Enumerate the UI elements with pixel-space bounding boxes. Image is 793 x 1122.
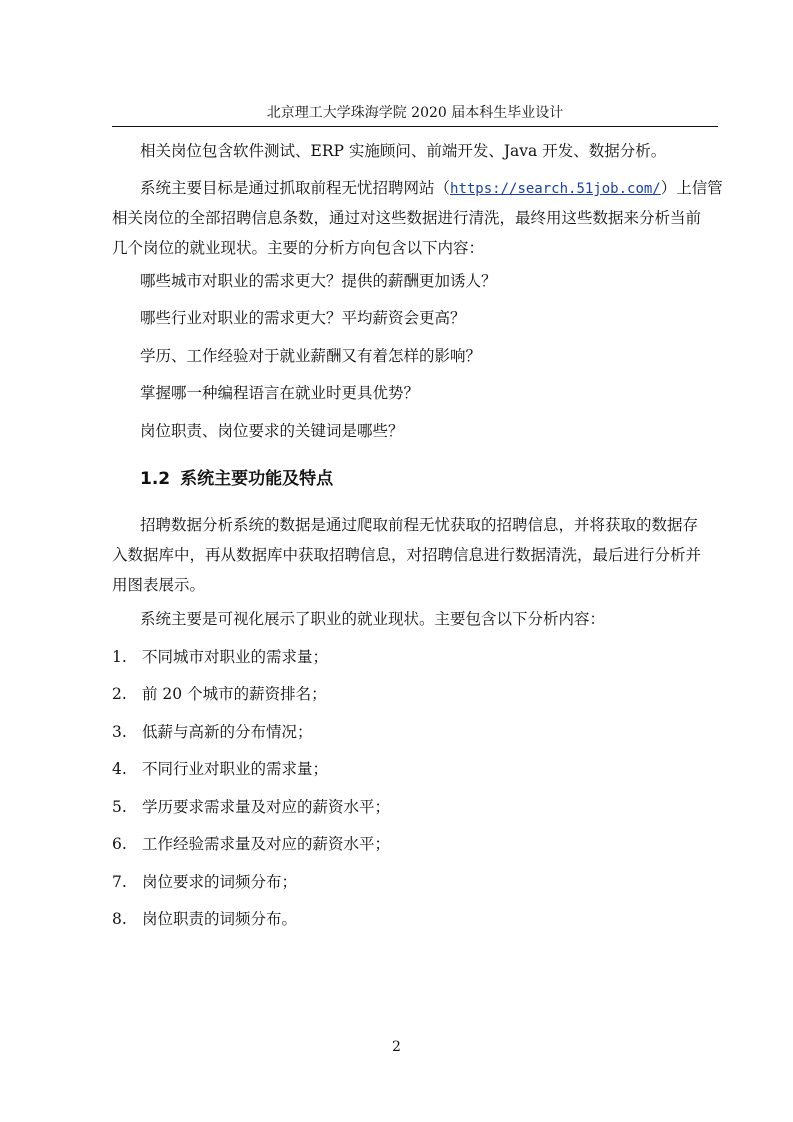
list-number: 4.: [112, 760, 127, 778]
list-number: 3.: [112, 723, 127, 741]
paragraph-text: ）上信管: [660, 179, 723, 197]
list-item: [112, 759, 328, 779]
paragraph-line: 系统主要是可视化展示了职业的就业现状。主要包含以下分析内容：: [140, 610, 606, 628]
list-number: 5.: [112, 798, 127, 816]
section-title: 系统主要功能及特点: [180, 469, 334, 489]
list-number: 7.: [112, 873, 127, 891]
paragraph-line: 用图表展示。: [112, 576, 206, 594]
list-number: 2.: [112, 685, 127, 703]
paragraph-line: 入数据库中，再从数据库中获取招聘信息，对招聘信息进行数据清洗，最后进行分析并: [112, 546, 702, 564]
list-text: 岗位要求的词频分布；: [142, 873, 298, 891]
paragraph-line: 招聘数据分析系统的数据是通过爬取前程无忧获取的招聘信息，并将获取的数据存: [140, 516, 699, 534]
list-text: 学历要求需求量及对应的薪资水平；: [142, 798, 391, 816]
list-text: 低薪与高新的分布情况；: [142, 723, 313, 741]
list-text: 前 20 个城市的薪资排名；: [142, 685, 327, 703]
website-link[interactable]: https://search.51job.com/: [450, 181, 661, 197]
paragraph-line: 相关岗位的全部招聘信息条数，通过对这些数据进行清洗，最终用这些数据来分析当前: [112, 209, 702, 227]
list-number: 1.: [112, 648, 127, 666]
page-header: 北京理工大学珠海学院 2020 届本科生毕业设计: [266, 105, 564, 121]
list-text: 不同行业对职业的需求量；: [142, 760, 329, 778]
list-text: 工作经验需求量及对应的薪资水平；: [142, 835, 391, 853]
question-line: 掌握哪一种编程语言在就业时更具优势？: [140, 384, 420, 402]
paragraph-line: 相关岗位包含软件测试、ERP 实施顾问、前端开发、Java 开发、数据分析。: [140, 142, 667, 160]
paragraph-line: 几个岗位的就业现状。主要的分析方向包含以下内容：: [112, 239, 485, 257]
section-heading: [140, 468, 333, 490]
question-line: 岗位职责、岗位要求的关键词是哪些？: [140, 422, 404, 440]
list-item: [112, 684, 327, 704]
list-item: [112, 872, 297, 892]
list-item: [112, 909, 297, 929]
list-item: [112, 834, 390, 854]
list-item: [112, 647, 328, 667]
list-number: 8.: [112, 910, 127, 928]
header-divider: [112, 126, 718, 127]
paragraph-text: 系统主要目标是通过抓取前程无忧招聘网站（: [140, 179, 451, 197]
question-line: 哪些行业对职业的需求更大？平均薪资会更高？: [140, 309, 466, 327]
question-line: 学历、工作经验对于就业薪酬又有着怎样的影响？: [140, 347, 482, 365]
section-number: 1.2: [140, 469, 171, 489]
list-item: [112, 722, 313, 742]
list-text: 不同城市对职业的需求量；: [142, 648, 329, 666]
page-number: 2: [392, 1039, 401, 1055]
question-line: 哪些城市对职业的需求更大？提供的薪酬更加诱人？: [140, 272, 497, 290]
list-text: 岗位职责的词频分布。: [142, 910, 298, 928]
paragraph-line: [140, 178, 723, 199]
list-number: 6.: [112, 835, 127, 853]
list-item: [112, 797, 390, 817]
